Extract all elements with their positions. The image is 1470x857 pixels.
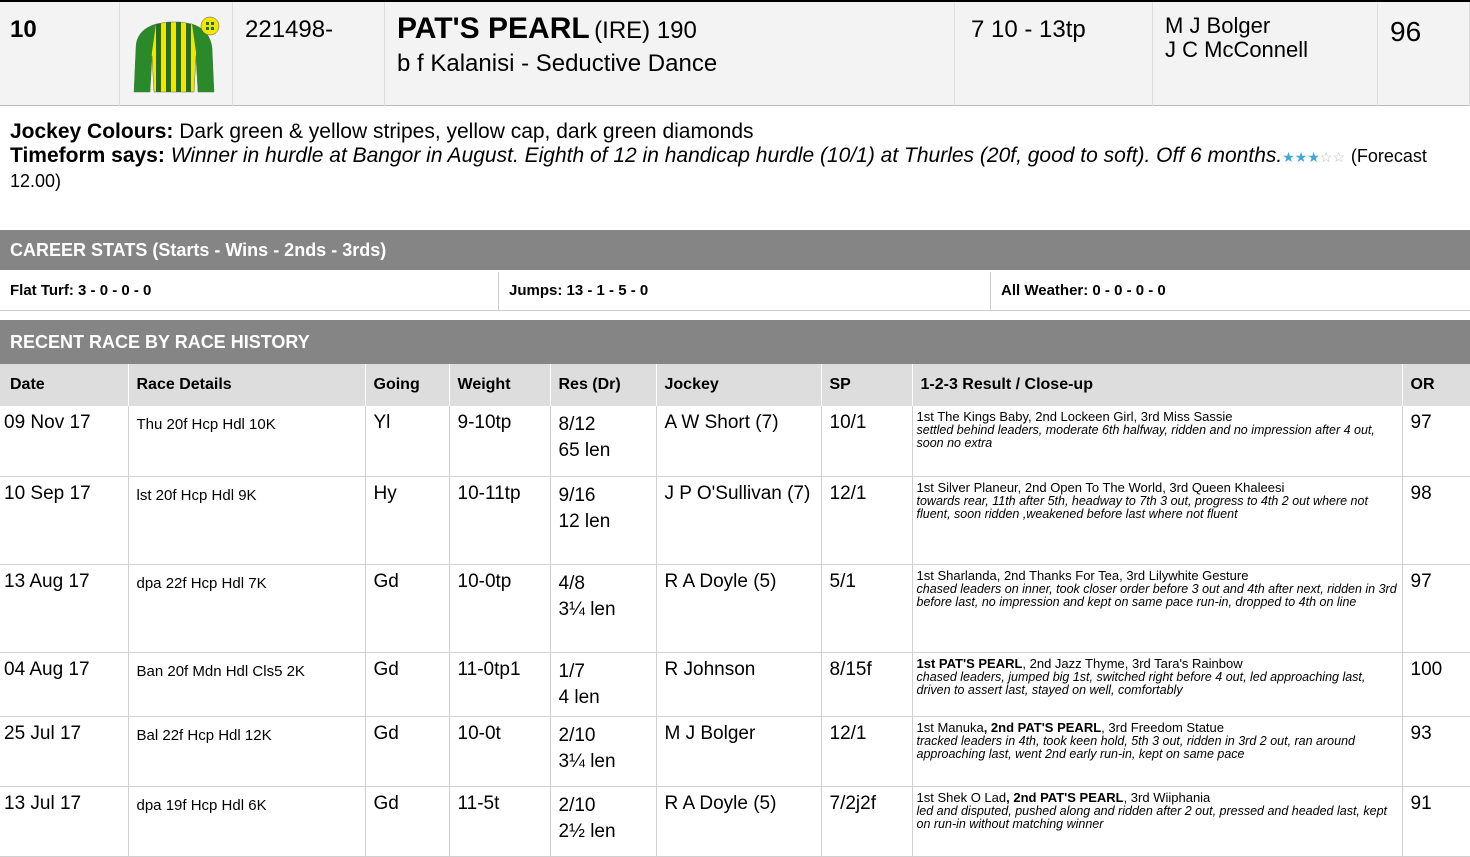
timeform-text: Winner in hurdle at Bangor in August. Eighth of 12 in handicap hurdle (10/1) at Thurles (20f, good to soft). Off 6 months. — [170, 144, 1283, 167]
timeform-label: Timeform says: — [10, 144, 165, 167]
result-text: 1st Silver Planeur, 2nd Open To The World, 3rd Queen Khaleesi — [916, 479, 1285, 495]
result-closeup — [912, 564, 1402, 652]
career-stats-header: CAREER STATS (Starts - Wins - 2nds - 3rds) — [0, 230, 1470, 270]
race-history-header: RECENT RACE BY RACE HISTORY — [0, 320, 1470, 364]
closeup-comment: settled behind leaders, moderate 6th halfway, ridden and no impression after 4 out, soon no extra — [916, 423, 1375, 450]
closeup-comment: tracked leaders in 4th, took keen hold, 5th 3 out, ridden in 3rd 2 out, ran around approaching last, went 2nd early run-in, kept on same pace — [916, 733, 1355, 761]
official-rating: 96 — [1378, 2, 1470, 106]
table-header-row — [0, 364, 1470, 406]
runner-header — [0, 0, 1470, 106]
column-header[interactable]: Jockey — [656, 364, 821, 406]
race-jockey[interactable]: A W Short (7) — [656, 406, 821, 476]
weight: 9-10tp — [449, 406, 550, 476]
finish-position: 9/16 — [558, 484, 596, 506]
race-jockey[interactable]: J P O'Sullivan (7) — [656, 476, 821, 564]
result-position — [550, 406, 656, 476]
race-or: 100 — [1402, 652, 1470, 716]
going: Gd — [365, 786, 449, 856]
horse-name[interactable]: PAT'S PEARL — [397, 12, 590, 45]
race-date: 09 Nov 17 — [0, 406, 128, 476]
forecast: (Forecast 12.00) — [10, 146, 1427, 191]
result-closeup — [912, 476, 1402, 564]
race-or: 93 — [1402, 716, 1470, 786]
starting-price: 12/1 — [821, 476, 912, 564]
race-details[interactable]: Ban 20f Mdn Hdl Cls5 2K — [128, 652, 365, 716]
column-header[interactable]: Race Details — [128, 364, 365, 406]
result-position — [550, 786, 656, 856]
result-line — [917, 721, 1398, 735]
colours-text: Dark green & yellow stripes, yellow cap, dark green diamonds — [179, 120, 754, 143]
result-runner: , 2nd PAT'S PEARL — [983, 719, 1102, 735]
race-date: 25 Jul 17 — [0, 716, 128, 786]
table-row[interactable] — [0, 652, 1470, 716]
result-position — [550, 564, 656, 652]
result-position — [550, 716, 656, 786]
result-closeup — [912, 716, 1402, 786]
jumps-stats: Jumps: 13 - 1 - 5 - 0 — [499, 272, 991, 310]
result-winner: 1st Shek O Lad — [916, 789, 1007, 805]
colours-label: Jockey Colours: — [10, 120, 174, 143]
race-date: 13 Aug 17 — [0, 564, 128, 652]
weight: 11-5t — [449, 786, 550, 856]
jockey-name[interactable]: J C McConnell — [1165, 37, 1309, 62]
race-date: 10 Sep 17 — [0, 476, 128, 564]
going: Gd — [365, 564, 449, 652]
form-figures: 221498- — [233, 2, 385, 106]
race-jockey[interactable]: M J Bolger — [656, 716, 821, 786]
result-runner: 1st PAT'S PEARL — [916, 655, 1023, 671]
result-others: , 3rd Wiiphania — [1123, 789, 1211, 805]
result-line — [917, 569, 1398, 583]
distance-beaten: 3¼ len — [558, 750, 616, 772]
starting-price: 10/1 — [821, 406, 912, 476]
starting-price: 7/2j2f — [821, 786, 912, 856]
distance-beaten: 65 len — [558, 440, 611, 461]
horse-info — [385, 2, 955, 106]
race-or: 98 — [1402, 476, 1470, 564]
closeup-comment: towards rear, 11th after 5th, headway to 7th 3 out, progress to 4th 2 out where not fluent, soon ridden ,weakened before last where not fluent — [916, 493, 1368, 521]
jockey-colours — [10, 120, 1465, 144]
starting-price: 12/1 — [821, 716, 912, 786]
finish-position: 4/8 — [558, 572, 585, 594]
result-winner: 1st Manuka — [916, 719, 984, 735]
column-header[interactable]: Weight — [449, 364, 550, 406]
result-line — [917, 657, 1398, 671]
going: Yl — [365, 406, 449, 476]
trainer-jockey — [1153, 2, 1378, 106]
result-text: 1st The Kings Baby, 2nd Lockeen Girl, 3rd Miss Sassie — [916, 409, 1233, 424]
column-header[interactable]: Going — [365, 364, 449, 406]
finish-position: 2/10 — [558, 724, 596, 746]
race-details[interactable]: dpa 19f Hcp Hdl 6K — [128, 786, 365, 856]
race-jockey[interactable]: R A Doyle (5) — [656, 564, 821, 652]
race-date: 04 Aug 17 — [0, 652, 128, 716]
going: Gd — [365, 716, 449, 786]
weight: 10-0t — [449, 716, 550, 786]
column-header[interactable]: OR — [1402, 364, 1470, 406]
weight: 10-0tp — [449, 564, 550, 652]
table-row[interactable] — [0, 564, 1470, 652]
race-date: 13 Jul 17 — [0, 786, 128, 856]
result-runner: , 2nd PAT'S PEARL — [1006, 789, 1124, 805]
career-stats-row — [0, 272, 1470, 311]
race-details[interactable]: Thu 20f Hcp Hdl 10K — [128, 406, 365, 476]
result-closeup — [912, 406, 1402, 476]
race-details[interactable]: dpa 22f Hcp Hdl 7K — [128, 564, 365, 652]
starting-price: 5/1 — [821, 564, 912, 652]
distance-beaten: 3¼ len — [558, 598, 616, 620]
result-closeup — [912, 786, 1402, 856]
race-or: 91 — [1402, 786, 1470, 856]
starting-price: 8/15f — [821, 652, 912, 716]
column-header[interactable]: Date — [0, 364, 128, 406]
result-others: , 3rd Freedom Statue — [1101, 719, 1224, 735]
going: Gd — [365, 652, 449, 716]
distance-beaten: 12 len — [558, 510, 611, 532]
table-row[interactable] — [0, 786, 1470, 856]
trainer-name[interactable]: M J Bolger — [1165, 13, 1271, 38]
age-weight: 7 10 - 13tp — [955, 2, 1153, 106]
race-jockey[interactable]: R Johnson — [656, 652, 821, 716]
table-row[interactable] — [0, 406, 1470, 476]
closeup-comment: chased leaders, jumped big 1st, switched right before 4 out, led approaching last, driven to assert last, stayed on well, comfortably — [916, 669, 1366, 697]
race-history-table — [0, 364, 1470, 857]
flat-turf-stats: Flat Turf: 3 - 0 - 0 - 0 — [0, 272, 499, 310]
table-row[interactable] — [0, 476, 1470, 564]
column-header[interactable]: SP — [821, 364, 912, 406]
horse-suffix: (IRE) 190 — [594, 17, 697, 44]
result-others: , 2nd Jazz Thyme, 3rd Tara's Rainbow — [1022, 655, 1243, 671]
closeup-comment: led and disputed, pushed along and ridden after 2 out, pressed and headed last, kept on run-in without matching winner — [916, 803, 1387, 831]
weight: 11-0tp1 — [449, 652, 550, 716]
closeup-comment: chased leaders on inner, took closer order before 3 out and 4th after next, ridden in 3rd before last, no impression and kept on same pace run-in, dropped to 4th on line — [916, 581, 1397, 609]
race-details[interactable]: Bal 22f Hcp Hdl 12K — [128, 716, 365, 786]
runner-number: 10 — [0, 2, 120, 106]
jockey-silks-icon — [120, 2, 233, 106]
horse-breeding: b f Kalanisi - Seductive Dance — [397, 50, 718, 77]
result-closeup — [912, 652, 1402, 716]
result-position — [550, 652, 656, 716]
finish-position: 2/10 — [558, 794, 596, 816]
result-line — [917, 481, 1398, 495]
table-row[interactable] — [0, 716, 1470, 786]
finish-position: 1/7 — [558, 660, 585, 682]
distance-beaten: 4 len — [558, 686, 600, 708]
result-position — [550, 476, 656, 564]
going: Hy — [365, 476, 449, 564]
star-rating-icon: ★★★☆☆ — [1282, 149, 1345, 165]
distance-beaten: 2½ len — [558, 820, 616, 842]
weight: 10-11tp — [449, 476, 550, 564]
finish-position: 8/12 — [558, 414, 596, 435]
result-line — [917, 410, 1398, 424]
column-header[interactable]: 1-2-3 Result / Close-up — [912, 364, 1402, 406]
result-line — [917, 791, 1398, 805]
result-text: 1st Sharlanda, 2nd Thanks For Tea, 3rd Lilywhite Gesture — [916, 567, 1249, 583]
race-details[interactable]: lst 20f Hcp Hdl 9K — [128, 476, 365, 564]
race-jockey[interactable]: R A Doyle (5) — [656, 786, 821, 856]
runner-info — [10, 120, 1465, 193]
all-weather-stats: All Weather: 0 - 0 - 0 - 0 — [1001, 282, 1166, 299]
column-header[interactable]: Res (Dr) — [550, 364, 656, 406]
race-or: 97 — [1402, 564, 1470, 652]
race-or: 97 — [1402, 406, 1470, 476]
timeform-says — [10, 144, 1465, 193]
